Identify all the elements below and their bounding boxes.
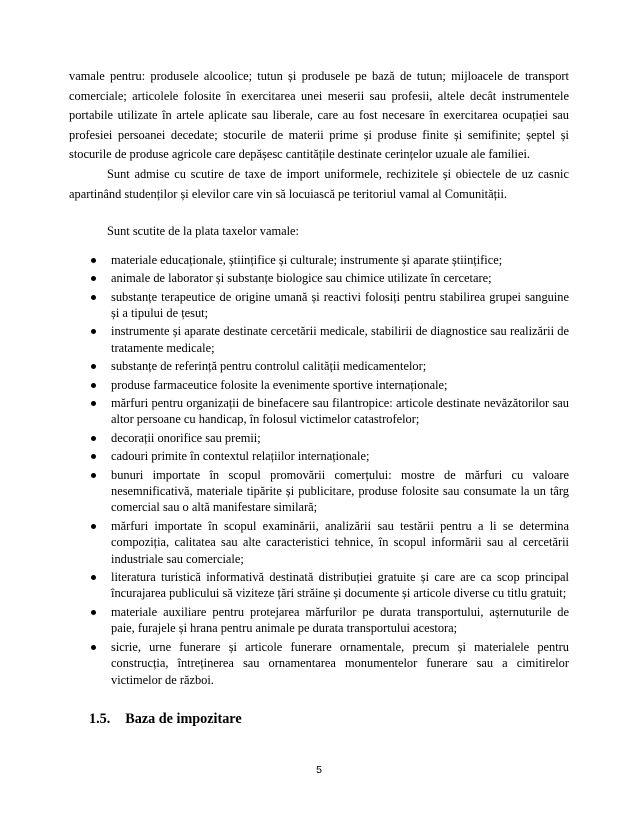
bullet-icon: [91, 454, 96, 459]
section-number: 1.5.: [89, 710, 111, 727]
bullet-icon: [91, 436, 96, 441]
bullet-icon: [91, 473, 96, 478]
bullet-icon: [91, 364, 96, 369]
list-item: substanțe de referință pentru controlul calității medicamentelor;: [69, 358, 569, 374]
exemptions-intro: Sunt scutite de la plata taxelor vamale:: [107, 224, 299, 239]
paragraph-student-exemptions: Sunt admise cu scutire de taxe de import uniformele, rechizitele și obiectele de uz casnic apartinând studenților și elevilor care vin să locuiască pe teritoriul vamal al Comunității.: [69, 166, 569, 201]
list-item: instrumente și aparate destinate cercetării medicale, stabilirii de diagnostice sau realizării de tratamente medicale;: [69, 323, 569, 356]
list-item: cadouri primite în contextul relațiilor internaționale;: [69, 448, 569, 464]
section-heading: [89, 711, 569, 728]
page-number: 5: [316, 764, 322, 776]
list-item: mărfuri importate în scopul examinării, analizării sau testării pentru a li se determina compoziția, calitatea sau alte caracteristici tehnice, în scopul informării sau al cercetării industriale sau comerciale;: [69, 518, 569, 567]
bullet-icon: [91, 610, 96, 615]
paragraph-customs-exemptions-continued: vamale pentru: produsele alcoolice; tutun și produsele pe bază de tutun; mijloacele de transport comerciale; articolele folosite în exercitarea unei meserii sau profesii, altele decât instrumentele portabile utilizate în artele aplicate sau liberale, care au fost necesare în exercitarea ocupației sau profesiei persoanei decedate; stocurile de materii prime și produse finite și semifinite; șeptel și stocurile de produse agricole care depășesc cantitățile destinate cerințelor uzuale ale familiei.: [69, 69, 569, 162]
list-item: literatura turistică informativă destinată distribuției gratuite și care are ca scop principal încurajarea publicului să viziteze țări străine și documente și articole diverse cu titlu gratuit;: [69, 569, 569, 602]
list-item: materiale educaționale, științifice și culturale; instrumente și aparate științifice;: [69, 252, 569, 268]
page-content: [69, 67, 569, 728]
list-item: produse farmaceutice folosite la evenimente sportive internaționale;: [69, 377, 569, 393]
bullet-icon: [91, 258, 96, 263]
bullet-icon: [91, 383, 96, 388]
bullet-icon: [91, 575, 96, 580]
section-title: Baza de impozitare: [125, 710, 242, 727]
bullet-icon: [91, 276, 96, 281]
list-item: mărfuri pentru organizații de binefacere sau filantropice: articole destinate nevăzătorilor sau altor persoane cu handicap, în folosul victimelor catastrofelor;: [69, 395, 569, 428]
bullet-icon: [91, 524, 96, 529]
bullet-icon: [91, 645, 96, 650]
list-item: materiale auxiliare pentru protejarea mărfurilor pe durata transportului, așternuturile de paie, furajele și hrana pentru animale pe durata transportului acestora;: [69, 604, 569, 637]
list-item: bunuri importate în scopul promovării comerțului: mostre de mărfuri cu valoare nesemnificativă, materiale tipărite și publicitare, produse folosite sau consumate la un târg comercial sau o altă manifestare similară;: [69, 467, 569, 516]
bullet-icon: [91, 295, 96, 300]
list-item: substanțe terapeutice de origine umană și reactivi folosiți pentru stabilirea grupei sanguine și a tipului de țesut;: [69, 289, 569, 322]
list-item: sicrie, urne funerare și articole funerare ornamentale, precum și materialele pentru construcția, întreținerea sau ornamentarea monumentelor funerare sau a cimitirelor victimelor de război.: [69, 639, 569, 688]
bullet-icon: [91, 401, 96, 406]
list-item: decorații onorifice sau premii;: [69, 430, 569, 446]
exemptions-list: [69, 252, 569, 688]
list-item: animale de laborator și substanțe biologice sau chimice utilizate în cercetare;: [69, 270, 569, 286]
bullet-icon: [91, 329, 96, 334]
